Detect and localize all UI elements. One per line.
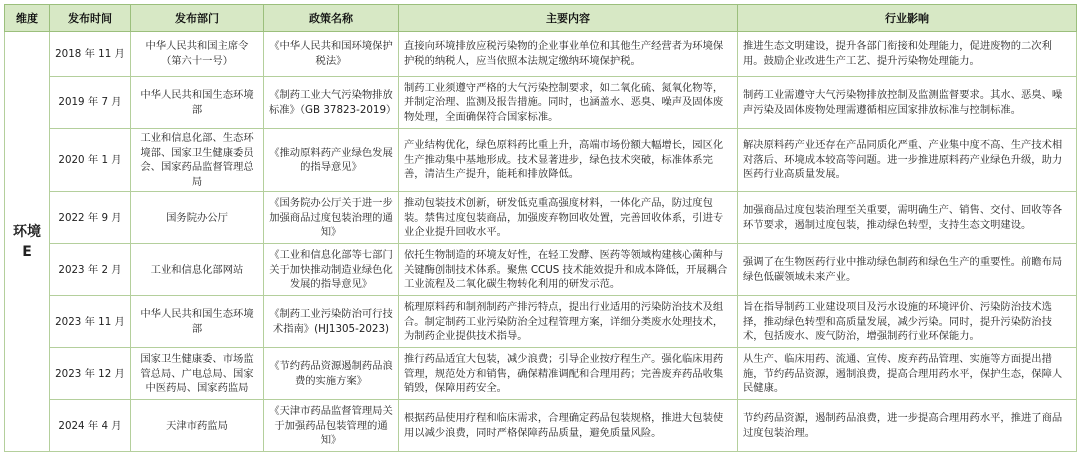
table-row [5, 244, 1077, 296]
date-cell: 2023 年 12 月 [50, 348, 131, 400]
impact-cell: 制药工业需遵守大气污染物排放控制及监测监督要求。其水、恶臭、噪声污染及固体废物处理需遵循相应国家排放标准与控制标准。 [738, 77, 1077, 129]
department-cell: 工业和信息化部、生态环境部、国家卫生健康委员会、国家药品监督管理总局 [131, 129, 264, 192]
policy-cell: 《推动原料药产业绿色发展的指导意见》 [264, 129, 399, 192]
header-dimension: 维度 [5, 5, 50, 32]
dimension-label: 环境 [13, 223, 41, 240]
date-cell: 2023 年 11 月 [50, 296, 131, 348]
content-cell: 梳理原料药和制剂制药产排污特点，提出行业适用的污染防治技术及组合。制定制药工业污染防治全过程管理方案，详细分类废水处理技术，为制药企业提供技术指导。 [399, 296, 738, 348]
date-cell: 2024 年 4 月 [50, 400, 131, 452]
content-cell: 依托生物制造的环境友好性，在轻工发酵、医药等领域构建核心菌种与关键酶创制技术体系。聚焦 CCUS 技术能效提升和成本降低，开展耦合工业流程及二氧化碳生物转化利用的研发示范。 [399, 244, 738, 296]
policy-cell: 《工业和信息化部等七部门关于加快推动制造业绿色化发展的指导意见》 [264, 244, 399, 296]
date-cell: 2018 年 11 月 [50, 32, 131, 77]
policy-cell: 《天津市药品监督管理局关于加强药品包装管理的通知》 [264, 400, 399, 452]
department-cell: 天津市药监局 [131, 400, 264, 452]
policy-cell: 《制药工业污染防治可行技术指南》(HJ1305-2023) [264, 296, 399, 348]
table-row [5, 348, 1077, 400]
table-row [5, 129, 1077, 192]
impact-cell: 旨在指导制药工业建设项目及污水设施的环境评价、污染防治技术选择，推动绿色转型和高质量发展，减少污染。同时，提升污染防治技术，包括废水、废气防治，增强制药行业环保能力。 [738, 296, 1077, 348]
content-cell: 根据药品使用疗程和临床需求，合理确定药品包装规格，推进大包装使用以减少浪费，同时严格保障药品质量，避免质量风险。 [399, 400, 738, 452]
date-cell: 2019 年 7 月 [50, 77, 131, 129]
department-cell: 国务院办公厅 [131, 192, 264, 244]
content-cell: 制药工业须遵守严格的大气污染控制要求，如二氧化硫、氮氧化物等，并制定治理、监测及报告措施。同时，也涵盖水、恶臭、噪声及固体废物处理，全面确保符合国家标准。 [399, 77, 738, 129]
header-policy: 政策名称 [264, 5, 399, 32]
policy-table-container [4, 4, 1076, 452]
table-row [5, 192, 1077, 244]
impact-cell: 从生产、临床用药、流通、宣传、废弃药品管理、实施等方面提出措施，节约药品资源，遏制浪费，提高合理用药水平，保护生态，保障人民健康。 [738, 348, 1077, 400]
dimension-letter: E [22, 243, 32, 260]
header-department: 发布部门 [131, 5, 264, 32]
impact-cell: 节约药品资源，遏制药品浪费，进一步提高合理用药水平，推进了商品过度包装治理。 [738, 400, 1077, 452]
impact-cell: 强调了在生物医药行业中推动绿色制药和绿色生产的重要性。前瞻布局绿色低碳领域未来产业。 [738, 244, 1077, 296]
dimension-cell [5, 32, 50, 452]
table-row [5, 77, 1077, 129]
department-cell: 工业和信息化部网站 [131, 244, 264, 296]
table-row [5, 400, 1077, 452]
header-impact: 行业影响 [738, 5, 1077, 32]
department-cell: 国家卫生健康委、市场监管总局、广电总局、国家中医药局、国家药监局 [131, 348, 264, 400]
content-cell: 直接向环境排放应税污染物的企业事业单位和其他生产经营者为环境保护税的纳税人，应当依照本法规定缴纳环境保护税。 [399, 32, 738, 77]
policy-cell: 《国务院办公厅关于进一步加强商品过度包装治理的通知》 [264, 192, 399, 244]
policy-cell: 《节约药品资源遏制药品浪费的实施方案》 [264, 348, 399, 400]
table-row [5, 32, 1077, 77]
header-date: 发布时间 [50, 5, 131, 32]
department-cell: 中华人民共和国主席令（第六十一号） [131, 32, 264, 77]
table-header-row [5, 5, 1077, 32]
policy-table [4, 4, 1077, 452]
department-cell: 中华人民共和国生态环境部 [131, 77, 264, 129]
date-cell: 2023 年 2 月 [50, 244, 131, 296]
content-cell: 推动包装技术创新，研发低克重高强度材料，一体化产品，防过度包装。禁售过度包装商品，加强废弃物回收处置，完善回收体系，引进专业企业提升回收水平。 [399, 192, 738, 244]
policy-cell: 《制药工业大气污染物排放标准》（GB 37823-2019） [264, 77, 399, 129]
date-cell: 2022 年 9 月 [50, 192, 131, 244]
impact-cell: 加强商品过度包装治理至关重要，需明确生产、销售、交付、回收等各环节要求，遏制过度包装，推动绿色转型，支持生态文明建设。 [738, 192, 1077, 244]
header-content: 主要内容 [399, 5, 738, 32]
impact-cell: 解决原料药产业还存在产品同质化严重、产业集中度不高、生产技术相对落后、环境成本较高等问题。进一步推进原料药产业绿色升级，助力医药行业高质量发展。 [738, 129, 1077, 192]
policy-cell: 《中华人民共和国环境保护税法》 [264, 32, 399, 77]
department-cell: 中华人民共和国生态环境部 [131, 296, 264, 348]
date-cell: 2020 年 1 月 [50, 129, 131, 192]
content-cell: 推行药品适宜大包装，减少浪费；引导企业按疗程生产。强化临床用药管理，规范处方和销售，确保精准调配和合理用药；完善废弃药品收集销毁，保障用药安全。 [399, 348, 738, 400]
content-cell: 产业结构优化，绿色原料药比重上升，高端市场份额大幅增长，园区化生产推动集中基地形成。技术显著进步，绿色技术突破，标准体系完善，清洁生产提升，能耗和排放降低。 [399, 129, 738, 192]
impact-cell: 推进生态文明建设，提升各部门衔接和处理能力，促进废物的二次利用。鼓励企业改进生产工艺、提升污染物处理能力。 [738, 32, 1077, 77]
table-row [5, 296, 1077, 348]
